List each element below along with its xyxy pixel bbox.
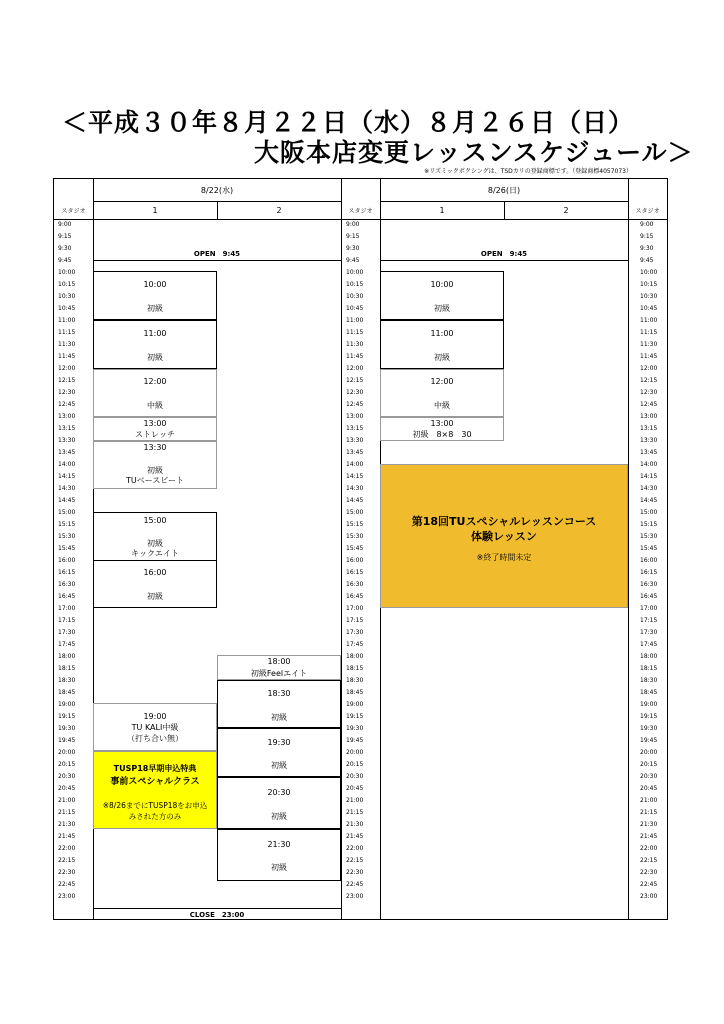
time-label: 20:30 bbox=[58, 773, 76, 780]
time-label: 18:30 bbox=[640, 677, 658, 684]
time-label: 20:15 bbox=[346, 761, 364, 768]
time-label: 17:30 bbox=[346, 629, 364, 636]
time-label: 21:30 bbox=[346, 821, 364, 828]
lesson-block[interactable] bbox=[93, 369, 217, 417]
time-label: 10:30 bbox=[346, 293, 364, 300]
day2-studio1: 1 bbox=[439, 206, 445, 215]
time-label: 20:45 bbox=[346, 785, 364, 792]
time-label: 20:00 bbox=[346, 749, 364, 756]
time-label: 11:15 bbox=[640, 329, 658, 336]
day1-close: CLOSE 23:00 bbox=[189, 911, 245, 919]
time-label: 13:45 bbox=[640, 449, 658, 456]
time-label: 14:45 bbox=[58, 497, 76, 504]
lesson-time: 10:00 bbox=[143, 280, 167, 289]
time-label: 14:00 bbox=[58, 461, 76, 468]
lesson-block[interactable] bbox=[380, 417, 504, 441]
lesson-time: 10:00 bbox=[430, 280, 454, 289]
lesson-name: 初級Feelエイト bbox=[250, 669, 308, 678]
time-label: 12:15 bbox=[640, 377, 658, 384]
time-label: 20:45 bbox=[640, 785, 658, 792]
time-label: 22:45 bbox=[346, 881, 364, 888]
time-label: 11:15 bbox=[58, 329, 76, 336]
time-label: 17:15 bbox=[640, 617, 658, 624]
time-label: 19:00 bbox=[346, 701, 364, 708]
lesson-block[interactable] bbox=[93, 320, 217, 369]
time-label: 10:00 bbox=[58, 269, 76, 276]
lesson-name: 初級 bbox=[271, 761, 287, 770]
time-label: 18:45 bbox=[640, 689, 658, 696]
time-label: 12:00 bbox=[58, 365, 76, 372]
time-label: 23:00 bbox=[58, 893, 76, 900]
time-label: 19:45 bbox=[640, 737, 658, 744]
time-label: 21:45 bbox=[640, 833, 658, 840]
lesson-name: 初級 bbox=[147, 592, 163, 601]
time-label: 16:15 bbox=[346, 569, 364, 576]
time-label: 20:15 bbox=[640, 761, 658, 768]
time-label: 21:45 bbox=[346, 833, 364, 840]
time-label: 19:00 bbox=[58, 701, 76, 708]
time-label: 10:15 bbox=[346, 281, 364, 288]
time-label: 16:00 bbox=[346, 557, 364, 564]
time-label: 18:15 bbox=[640, 665, 658, 672]
lesson-name: 初級 8×8 30 bbox=[412, 430, 472, 439]
day1-date: 8/22(水) bbox=[200, 186, 234, 195]
time-label: 21:15 bbox=[346, 809, 364, 816]
time-label: 15:30 bbox=[58, 533, 76, 540]
time-label: 10:45 bbox=[640, 305, 658, 312]
special-class-block[interactable] bbox=[93, 751, 217, 829]
time-label: 23:00 bbox=[346, 893, 364, 900]
time-label: 20:30 bbox=[640, 773, 658, 780]
lesson-name-2: キックエイト bbox=[131, 549, 179, 558]
time-label: 19:30 bbox=[58, 725, 76, 732]
time-label: 10:30 bbox=[58, 293, 76, 300]
time-label: 19:45 bbox=[346, 737, 364, 744]
lesson-name: 初級 bbox=[147, 304, 163, 313]
time-label: 20:30 bbox=[346, 773, 364, 780]
time-label: 16:45 bbox=[346, 593, 364, 600]
time-label: 19:15 bbox=[346, 713, 364, 720]
special-class-note: ※8/26までにTUSP18をお申込みされた方のみ bbox=[102, 801, 208, 821]
time-label: 12:00 bbox=[346, 365, 364, 372]
time-label: 18:00 bbox=[346, 653, 364, 660]
time-label: 10:45 bbox=[58, 305, 76, 312]
schedule-grid bbox=[53, 178, 668, 920]
day1-studio1: 1 bbox=[152, 206, 158, 215]
time-label: 17:45 bbox=[640, 641, 658, 648]
time-label: 17:30 bbox=[58, 629, 76, 636]
day2-date: 8/26(日) bbox=[487, 186, 521, 195]
time-label: 20:45 bbox=[58, 785, 76, 792]
time-label: 13:30 bbox=[640, 437, 658, 444]
time-label: 20:15 bbox=[58, 761, 76, 768]
time-label: 12:15 bbox=[58, 377, 76, 384]
time-label: 16:30 bbox=[58, 581, 76, 588]
lesson-block[interactable] bbox=[93, 512, 217, 561]
time-label: 22:45 bbox=[640, 881, 658, 888]
time-label: 12:30 bbox=[58, 389, 76, 396]
lesson-block[interactable] bbox=[93, 441, 217, 489]
time-label: 9:45 bbox=[58, 257, 72, 264]
lesson-name: 初級 bbox=[147, 539, 163, 548]
time-label: 14:45 bbox=[640, 497, 658, 504]
lesson-name: 中級 bbox=[434, 401, 450, 410]
time-label: 19:15 bbox=[58, 713, 76, 720]
day2-open: OPEN 9:45 bbox=[480, 250, 528, 258]
lesson-block[interactable] bbox=[217, 777, 341, 829]
time-label: 17:45 bbox=[58, 641, 76, 648]
time-label: 21:30 bbox=[58, 821, 76, 828]
time-label: 11:15 bbox=[346, 329, 364, 336]
special-class-name: 事前スペシャルクラス bbox=[110, 777, 200, 787]
time-label: 22:00 bbox=[346, 845, 364, 852]
lesson-block[interactable] bbox=[217, 680, 341, 728]
lesson-name: TU KALI中級 bbox=[131, 723, 179, 732]
time-label: 22:15 bbox=[58, 857, 76, 864]
lesson-name: 初級 bbox=[434, 353, 450, 362]
time-label: 17:00 bbox=[640, 605, 658, 612]
time-label: 15:00 bbox=[346, 509, 364, 516]
special-lesson-subtitle: 体験レッスン bbox=[471, 530, 537, 543]
lesson-block[interactable] bbox=[217, 829, 341, 881]
studio-label-left: スタジオ bbox=[61, 208, 86, 215]
lesson-name: 初級 bbox=[147, 466, 163, 475]
time-label: 14:15 bbox=[640, 473, 658, 480]
time-label: 21:15 bbox=[640, 809, 658, 816]
lesson-time: 19:00 bbox=[143, 712, 167, 721]
day1-open: OPEN 9:45 bbox=[193, 250, 241, 258]
time-label: 14:30 bbox=[58, 485, 76, 492]
time-label: 12:30 bbox=[640, 389, 658, 396]
time-label: 13:15 bbox=[346, 425, 364, 432]
lesson-time: 13:00 bbox=[143, 419, 167, 428]
time-label: 11:45 bbox=[346, 353, 364, 360]
time-label: 19:15 bbox=[640, 713, 658, 720]
time-label: 15:45 bbox=[640, 545, 658, 552]
special-lesson-title: 第18回TUスペシャルレッスンコース bbox=[411, 515, 597, 528]
title-line1: ＜平成３０年８月２２日（水）８月２６日（日） bbox=[62, 108, 635, 137]
time-label: 21:00 bbox=[58, 797, 76, 804]
time-label: 18:15 bbox=[346, 665, 364, 672]
time-label: 15:15 bbox=[640, 521, 658, 528]
lesson-block[interactable] bbox=[93, 271, 217, 320]
time-label: 9:15 bbox=[58, 233, 72, 240]
time-label: 22:15 bbox=[640, 857, 658, 864]
time-label: 9:00 bbox=[58, 221, 72, 228]
time-label: 9:30 bbox=[346, 245, 360, 252]
time-label: 10:30 bbox=[640, 293, 658, 300]
lesson-block[interactable] bbox=[93, 417, 217, 441]
lesson-time: 18:00 bbox=[267, 657, 291, 666]
time-label: 17:15 bbox=[58, 617, 76, 624]
time-label: 15:00 bbox=[58, 509, 76, 516]
time-label: 13:00 bbox=[640, 413, 658, 420]
time-label: 17:00 bbox=[346, 605, 364, 612]
time-label: 12:15 bbox=[346, 377, 364, 384]
lesson-time: 16:00 bbox=[143, 568, 167, 577]
time-label: 16:00 bbox=[58, 557, 76, 564]
time-label: 22:45 bbox=[58, 881, 76, 888]
lesson-block[interactable] bbox=[380, 369, 504, 417]
title-line2: 大阪本店変更レッスンスケジュール＞ bbox=[254, 138, 694, 167]
time-label: 22:30 bbox=[58, 869, 76, 876]
time-label: 10:15 bbox=[640, 281, 658, 288]
time-label: 19:45 bbox=[58, 737, 76, 744]
lesson-time: 21:30 bbox=[267, 840, 291, 849]
time-label: 13:15 bbox=[58, 425, 76, 432]
time-label: 19:30 bbox=[640, 725, 658, 732]
time-label: 18:00 bbox=[58, 653, 76, 660]
lesson-time: 12:00 bbox=[430, 377, 454, 386]
day1-studio2: 2 bbox=[276, 206, 282, 215]
time-label: 15:15 bbox=[346, 521, 364, 528]
time-label: 14:45 bbox=[346, 497, 364, 504]
special-lesson-block[interactable] bbox=[380, 464, 628, 608]
time-label: 14:00 bbox=[640, 461, 658, 468]
time-label: 14:15 bbox=[346, 473, 364, 480]
lesson-name-2: TUベースビート bbox=[125, 476, 185, 485]
time-label: 9:00 bbox=[346, 221, 360, 228]
special-class-title: TUSP18早期申込特典 bbox=[113, 764, 197, 773]
time-label: 16:45 bbox=[58, 593, 76, 600]
time-label: 19:00 bbox=[640, 701, 658, 708]
lesson-name: 初級 bbox=[434, 304, 450, 313]
lesson-block[interactable] bbox=[217, 728, 341, 777]
time-label: 15:15 bbox=[58, 521, 76, 528]
lesson-time: 19:30 bbox=[267, 738, 291, 747]
time-label: 18:15 bbox=[58, 665, 76, 672]
lesson-time: 12:00 bbox=[143, 377, 167, 386]
lesson-name: 初級 bbox=[271, 812, 287, 821]
time-label: 21:15 bbox=[58, 809, 76, 816]
time-label: 18:45 bbox=[58, 689, 76, 696]
time-label: 12:30 bbox=[346, 389, 364, 396]
time-label: 15:30 bbox=[346, 533, 364, 540]
time-label: 10:00 bbox=[346, 269, 364, 276]
time-label: 15:45 bbox=[58, 545, 76, 552]
lesson-name-2: （打ち合い無） bbox=[127, 734, 183, 743]
time-label: 18:30 bbox=[346, 677, 364, 684]
lesson-name: 初級 bbox=[147, 353, 163, 362]
time-label: 15:30 bbox=[640, 533, 658, 540]
time-label: 14:15 bbox=[58, 473, 76, 480]
time-label: 11:30 bbox=[346, 341, 364, 348]
time-label: 16:15 bbox=[640, 569, 658, 576]
time-label: 13:30 bbox=[346, 437, 364, 444]
lesson-block[interactable] bbox=[93, 703, 217, 751]
time-label: 15:45 bbox=[346, 545, 364, 552]
time-label: 13:30 bbox=[58, 437, 76, 444]
time-label: 14:00 bbox=[346, 461, 364, 468]
time-label: 18:30 bbox=[58, 677, 76, 684]
time-label: 17:00 bbox=[58, 605, 76, 612]
lesson-time: 18:30 bbox=[267, 689, 291, 698]
lesson-time: 20:30 bbox=[267, 788, 291, 797]
time-label: 11:45 bbox=[640, 353, 658, 360]
time-label: 13:45 bbox=[346, 449, 364, 456]
time-label: 16:30 bbox=[346, 581, 364, 588]
time-label: 20:00 bbox=[58, 749, 76, 756]
time-label: 11:30 bbox=[640, 341, 658, 348]
time-label: 16:15 bbox=[58, 569, 76, 576]
time-label: 9:45 bbox=[640, 257, 654, 264]
lesson-time: 11:00 bbox=[143, 329, 167, 338]
time-label: 11:00 bbox=[346, 317, 364, 324]
time-label: 21:00 bbox=[346, 797, 364, 804]
lesson-block[interactable] bbox=[380, 271, 504, 320]
lesson-block[interactable] bbox=[217, 655, 341, 680]
time-label: 19:30 bbox=[346, 725, 364, 732]
lesson-time: 15:00 bbox=[143, 516, 167, 525]
lesson-block[interactable] bbox=[93, 560, 217, 608]
time-label: 11:45 bbox=[58, 353, 76, 360]
time-label: 21:45 bbox=[58, 833, 76, 840]
time-label: 22:00 bbox=[58, 845, 76, 852]
time-label: 14:30 bbox=[640, 485, 658, 492]
time-label: 18:45 bbox=[346, 689, 364, 696]
time-label: 10:00 bbox=[640, 269, 658, 276]
time-label: 9:45 bbox=[346, 257, 360, 264]
lesson-time: 13:30 bbox=[143, 443, 167, 452]
trademark-note: ※リズミックボクシングは、TSDカリの登録商標です。（登録商標4057073） bbox=[424, 168, 632, 175]
time-label: 17:15 bbox=[346, 617, 364, 624]
time-label: 9:30 bbox=[58, 245, 72, 252]
time-label: 9:00 bbox=[640, 221, 654, 228]
lesson-name: ストレッチ bbox=[135, 430, 175, 439]
time-label: 12:45 bbox=[58, 401, 76, 408]
time-label: 11:00 bbox=[640, 317, 658, 324]
time-label: 16:30 bbox=[640, 581, 658, 588]
time-label: 13:00 bbox=[346, 413, 364, 420]
time-label: 17:45 bbox=[346, 641, 364, 648]
time-label: 13:00 bbox=[58, 413, 76, 420]
studio-label-right: スタジオ bbox=[635, 208, 660, 215]
time-label: 15:00 bbox=[640, 509, 658, 516]
lesson-name: 初級 bbox=[271, 863, 287, 872]
lesson-name: 中級 bbox=[147, 401, 163, 410]
time-label: 16:00 bbox=[640, 557, 658, 564]
time-label: 22:15 bbox=[346, 857, 364, 864]
day2-studio2: 2 bbox=[563, 206, 569, 215]
time-label: 14:30 bbox=[346, 485, 364, 492]
time-label: 22:00 bbox=[640, 845, 658, 852]
lesson-time: 13:00 bbox=[430, 419, 454, 428]
time-label: 11:00 bbox=[58, 317, 76, 324]
time-label: 12:45 bbox=[640, 401, 658, 408]
time-label: 13:45 bbox=[58, 449, 76, 456]
lesson-time: 11:00 bbox=[430, 329, 454, 338]
time-label: 9:15 bbox=[640, 233, 654, 240]
studio-label-mid: スタジオ bbox=[348, 208, 373, 215]
time-label: 17:30 bbox=[640, 629, 658, 636]
time-label: 22:30 bbox=[640, 869, 658, 876]
time-label: 10:45 bbox=[346, 305, 364, 312]
time-label: 10:15 bbox=[58, 281, 76, 288]
time-label: 12:45 bbox=[346, 401, 364, 408]
time-label: 13:15 bbox=[640, 425, 658, 432]
lesson-name: 初級 bbox=[271, 713, 287, 722]
time-label: 16:45 bbox=[640, 593, 658, 600]
time-label: 9:15 bbox=[346, 233, 360, 240]
time-label: 12:00 bbox=[640, 365, 658, 372]
time-label: 21:00 bbox=[640, 797, 658, 804]
time-label: 9:30 bbox=[640, 245, 654, 252]
time-label: 22:30 bbox=[346, 869, 364, 876]
time-label: 21:30 bbox=[640, 821, 658, 828]
lesson-block[interactable] bbox=[380, 320, 504, 369]
time-label: 11:30 bbox=[58, 341, 76, 348]
time-label: 18:00 bbox=[640, 653, 658, 660]
time-label: 23:00 bbox=[640, 893, 658, 900]
time-label: 20:00 bbox=[640, 749, 658, 756]
special-lesson-note: ※終了時間未定 bbox=[476, 553, 532, 562]
